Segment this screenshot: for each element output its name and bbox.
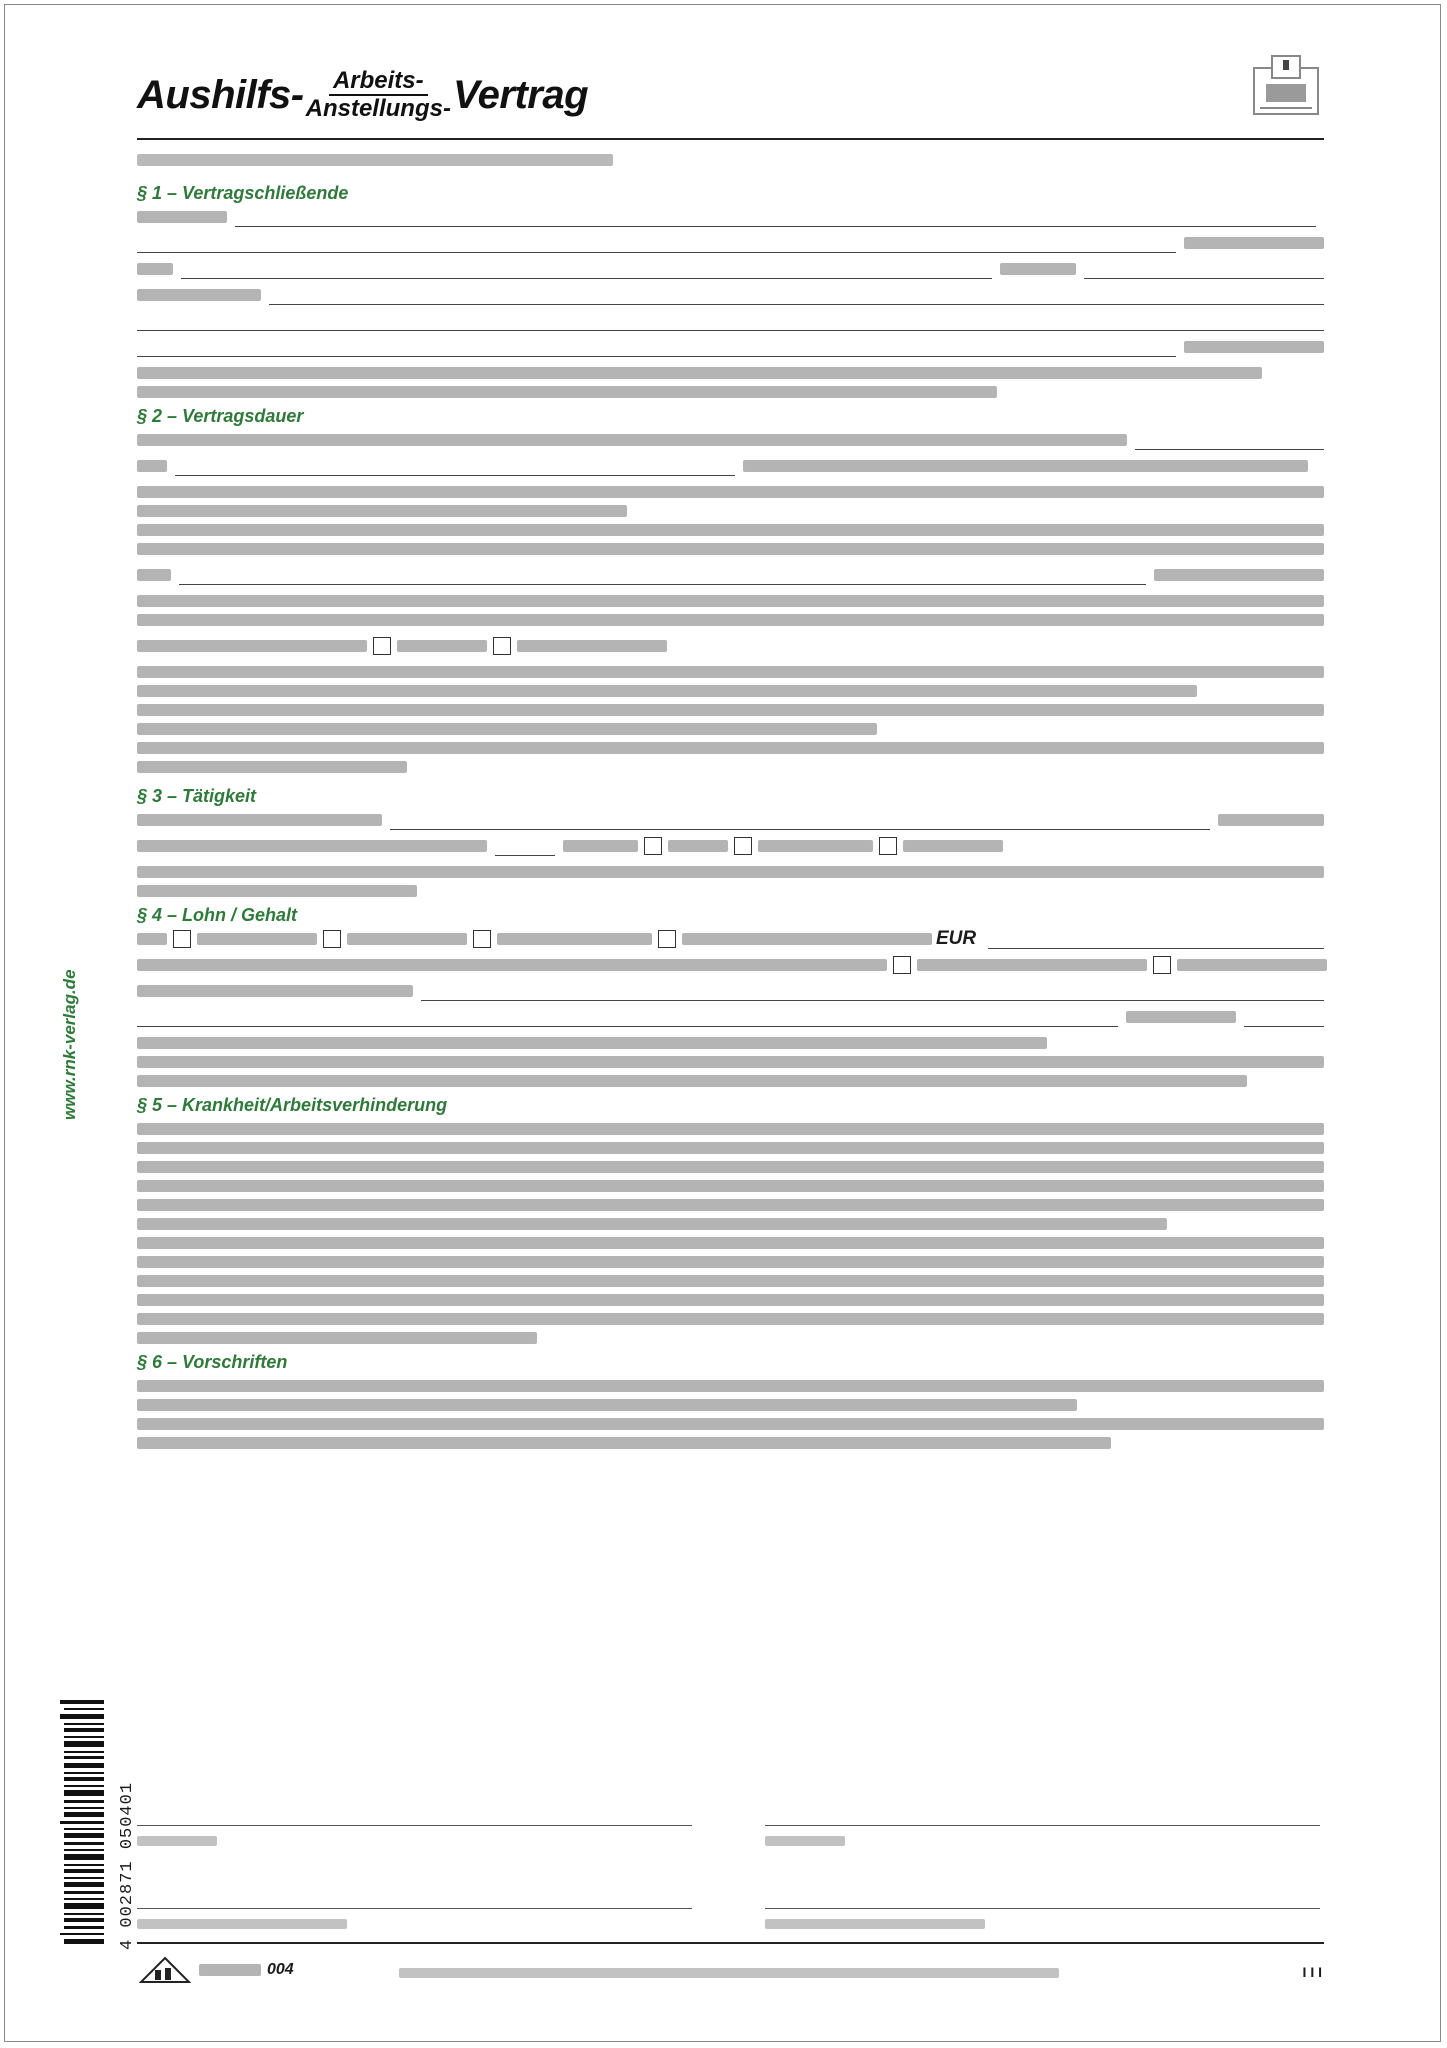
barcode-number: 4 002871 050401 xyxy=(118,1781,137,1950)
section-4 xyxy=(137,904,1324,1087)
employer-field[interactable] xyxy=(137,204,1324,230)
section-2-text-2 xyxy=(137,524,1324,555)
section-6-title: § 6 – Vorschriften xyxy=(137,1352,288,1372)
publisher-brand xyxy=(139,1956,294,1984)
tariff-field[interactable] xyxy=(137,978,1324,1004)
employee-signature-line[interactable] xyxy=(765,1908,1320,1909)
section-5 xyxy=(137,1094,1324,1344)
section-6 xyxy=(137,1351,1324,1449)
section-4-text xyxy=(137,1037,1324,1087)
form-content xyxy=(137,60,1324,1456)
section-1-title: § 1 – Vertragschließende xyxy=(137,183,349,203)
section-3 xyxy=(137,785,1324,897)
publisher-url: www.rnk-verlag.de xyxy=(60,969,79,1120)
title-suffix: Vertrag xyxy=(452,72,589,117)
section-5-title: § 5 – Krankheit/Arbeitsverhinderung xyxy=(137,1095,448,1115)
form-subtitle xyxy=(137,154,613,166)
start-date-field[interactable] xyxy=(137,427,1324,453)
activity-field[interactable] xyxy=(137,807,1324,833)
form-title xyxy=(137,68,588,122)
option-row xyxy=(137,633,1324,659)
weekly-checkbox[interactable] xyxy=(734,837,752,855)
publisher-logo-icon xyxy=(1250,52,1322,118)
title-fraction xyxy=(306,68,451,122)
daily-checkbox[interactable] xyxy=(644,837,662,855)
section-5-text xyxy=(137,1123,1324,1344)
wage-amount-field[interactable] xyxy=(988,930,1324,949)
section-4-title: § 4 – Lohn / Gehalt xyxy=(137,905,298,925)
publisher-triangle-icon xyxy=(139,1956,191,1984)
employee-date-line[interactable] xyxy=(765,1825,1320,1826)
title-bottom: Anstellungs- xyxy=(305,95,451,122)
option-checkbox-2[interactable] xyxy=(493,637,511,655)
barcode-icon xyxy=(60,1700,104,1950)
title-prefix: Aushilfs- xyxy=(137,72,304,117)
section-2-text-1 xyxy=(137,486,1324,517)
employer-signature-line[interactable] xyxy=(137,1908,692,1909)
section-3-title: § 3 – Tätigkeit xyxy=(137,786,257,806)
employer-date-line[interactable] xyxy=(137,1825,692,1826)
tariff-checkbox-2[interactable] xyxy=(1153,956,1171,974)
employer-field-2[interactable] xyxy=(137,230,1324,256)
section-2-text-3 xyxy=(137,595,1324,626)
monthly-checkbox[interactable] xyxy=(879,837,897,855)
section-3-text xyxy=(137,866,1324,897)
footer-text xyxy=(399,1968,1059,1978)
section-2-text-4 xyxy=(137,666,1324,773)
section-2-title: § 2 – Vertragsdauer xyxy=(137,406,304,426)
end-date-field[interactable] xyxy=(137,453,1324,479)
weekly-wage-checkbox[interactable] xyxy=(323,930,341,948)
working-hours-row xyxy=(137,833,1324,859)
tariff-checkbox-1[interactable] xyxy=(893,956,911,974)
form-header xyxy=(137,60,1324,140)
page-footer xyxy=(137,1942,1324,1988)
address-field[interactable] xyxy=(137,282,1324,308)
currency-label: EUR xyxy=(936,928,977,949)
title-top: Arbeits- xyxy=(329,68,428,96)
notice-period-field[interactable] xyxy=(137,562,1324,588)
section-6-text xyxy=(137,1380,1324,1449)
employer-signature-block xyxy=(137,1825,692,1929)
tariff-group-field[interactable] xyxy=(137,1004,1324,1030)
form-code: 004 xyxy=(267,1961,294,1978)
tariff-row xyxy=(137,952,1324,978)
employee-signature-block xyxy=(765,1825,1320,1929)
option-checkbox-1[interactable] xyxy=(373,637,391,655)
address-field-2[interactable] xyxy=(137,308,1324,334)
section-1 xyxy=(137,182,1324,398)
section-1-text xyxy=(137,367,1324,398)
page-marks: I I I xyxy=(1302,1964,1322,1980)
employee-field[interactable] xyxy=(137,334,1324,360)
hours-field[interactable] xyxy=(495,837,555,856)
hourly-wage-checkbox[interactable] xyxy=(173,930,191,948)
signature-area xyxy=(137,1825,1324,1935)
daily-wage-checkbox[interactable] xyxy=(473,930,491,948)
employee-name-field[interactable] xyxy=(137,256,1324,282)
monthly-salary-checkbox[interactable] xyxy=(658,930,676,948)
section-2 xyxy=(137,405,1324,773)
wage-row xyxy=(137,926,1324,952)
